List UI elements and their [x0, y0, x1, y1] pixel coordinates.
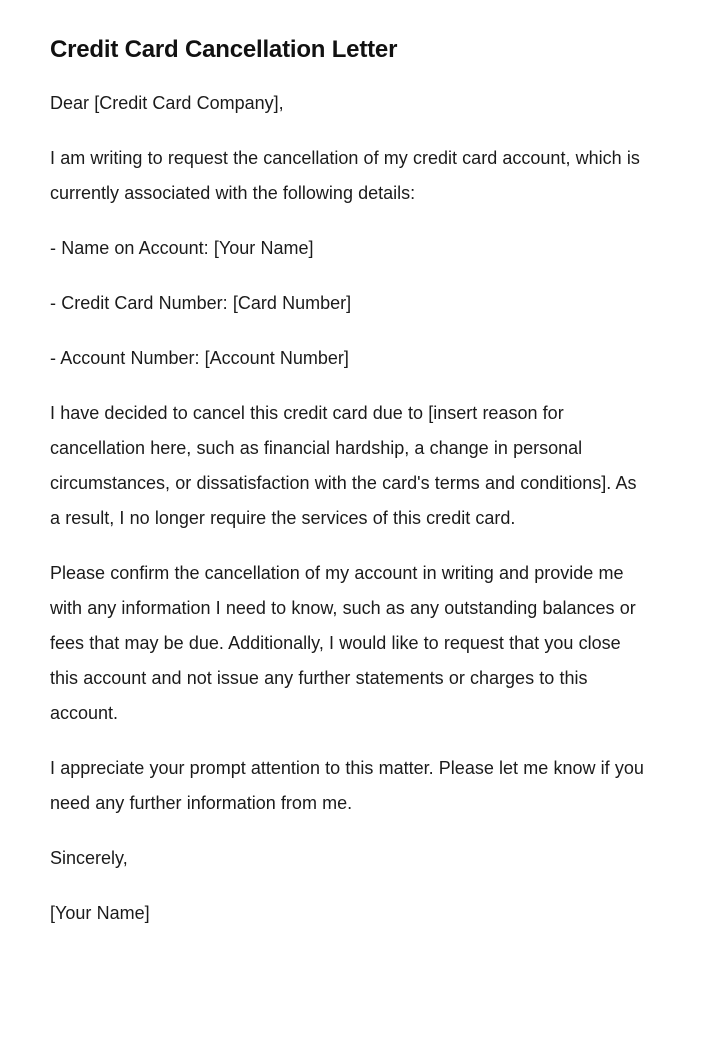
paragraph-confirmation-request: Please confirm the cancellation of my account in writing and provide me with any information I need to know, such as any outstanding balances or fees that may be due. Additionally, I would like to request that you close this account and not issue any further statements or charges to this account. [50, 563, 636, 723]
detail-name-on-account: - Name on Account: [Your Name] [50, 238, 314, 258]
detail-account-number: - Account Number: [Account Number] [50, 348, 349, 368]
paragraph-reason: I have decided to cancel this credit card due to [insert reason for cancellation here, such as financial hardship, a change in personal circumstances, or dissatisfaction with the card's terms and conditions]. As a result, I no longer require the services of this credit card. [50, 403, 637, 528]
paragraph-intro: I am writing to request the cancellation of my credit card account, which is currently associated with the following details: [50, 148, 640, 203]
page-title: Credit Card Cancellation Letter [50, 36, 398, 63]
paragraph-closing-thanks: I appreciate your prompt attention to this matter. Please let me know if you need any further information from me. [50, 758, 644, 813]
salutation: Dear [Credit Card Company], [50, 93, 284, 113]
sign-off: Sincerely, [50, 848, 128, 868]
signature-name: [Your Name] [50, 903, 150, 923]
letter-body [50, 86, 650, 931]
detail-credit-card-number: - Credit Card Number: [Card Number] [50, 293, 352, 313]
